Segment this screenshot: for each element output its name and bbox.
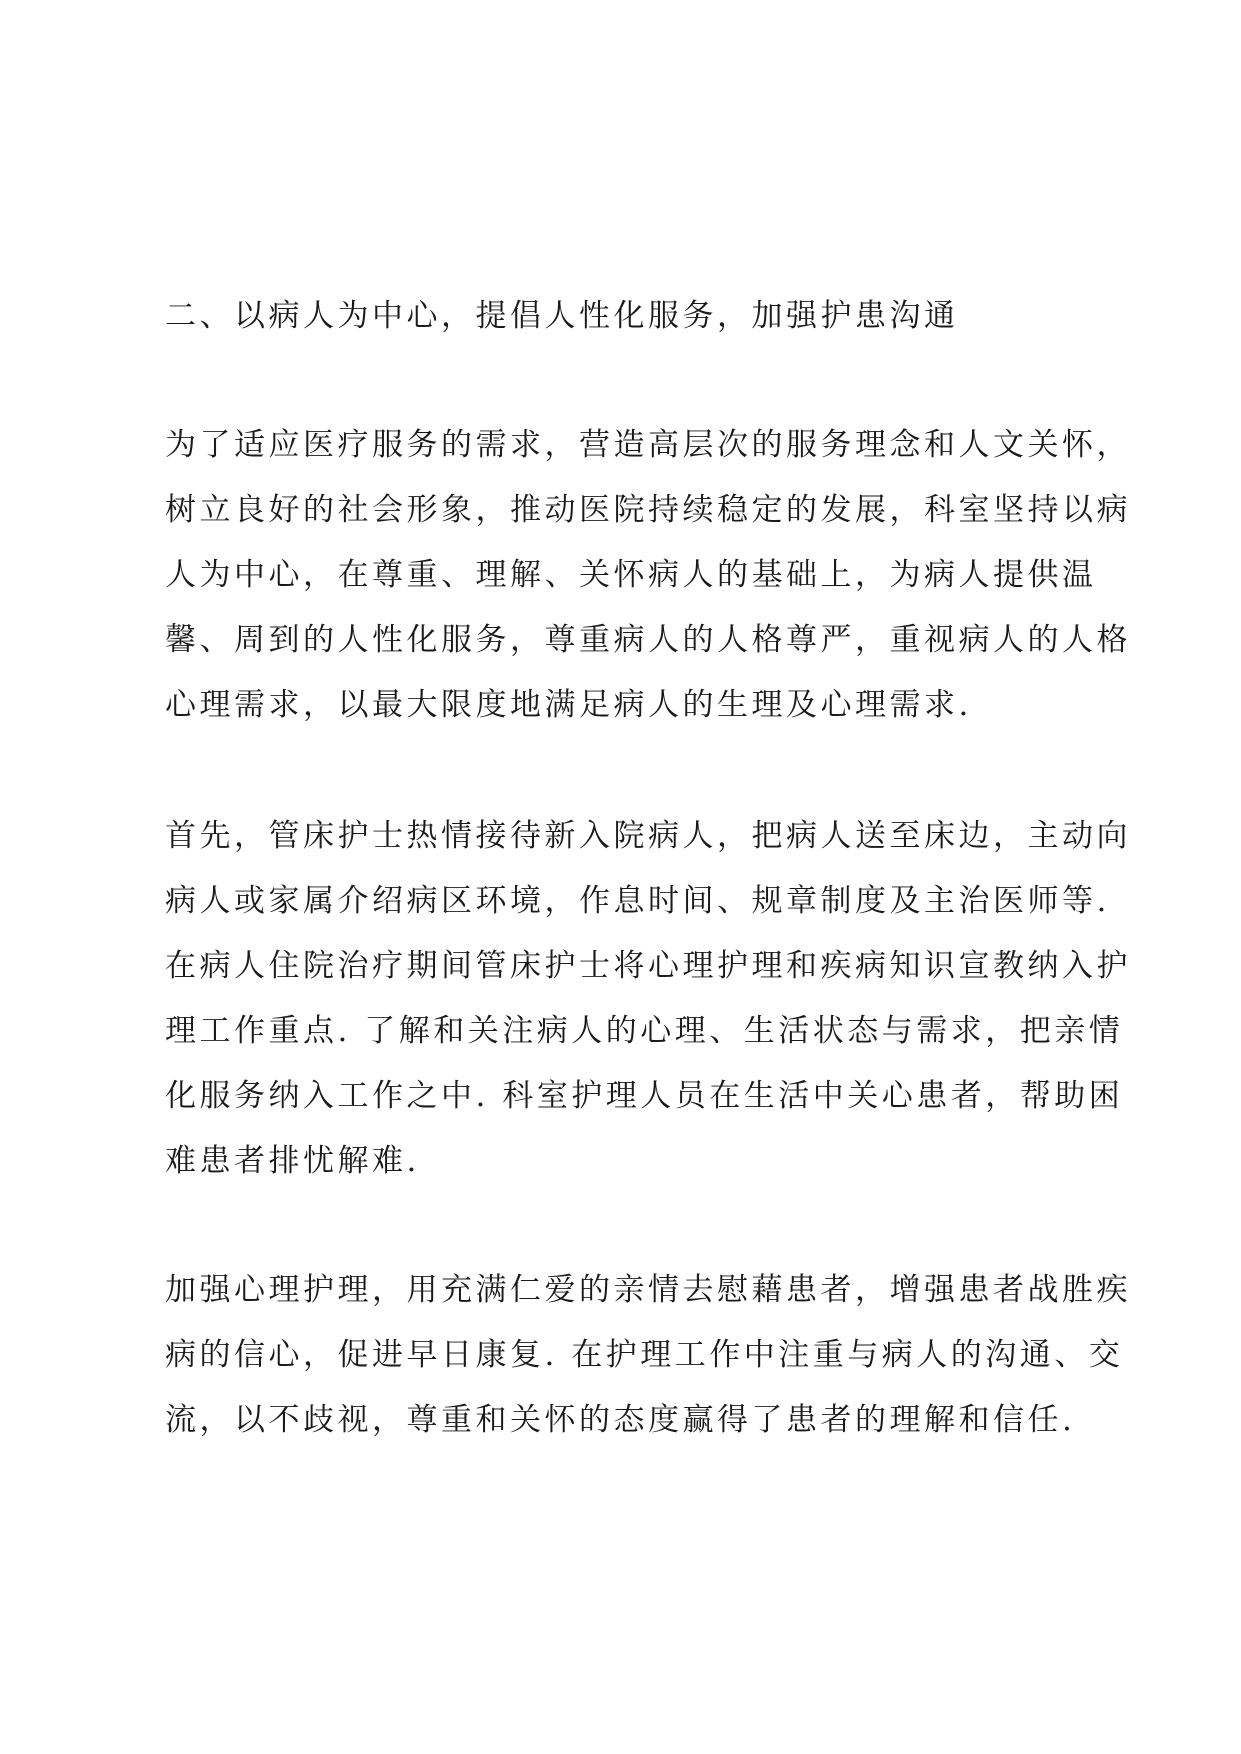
paragraph-line: 馨、周到的人性化服务，尊重病人的人格尊严，重视病人的人格 bbox=[165, 622, 1131, 658]
paragraph-line: 流，以不歧视，尊重和关怀的态度赢得了患者的理解和信任. bbox=[165, 1402, 1076, 1438]
paragraph-line: 人为中心，在尊重、理解、关怀病人的基础上，为病人提供温 bbox=[165, 557, 1097, 593]
paragraph-line: 化服务纳入工作之中. 科室护理人员在生活中关心患者，帮助困 bbox=[165, 1078, 1124, 1114]
paragraph-3 bbox=[165, 1258, 1131, 1453]
paragraph-line: 在病人住院治疗期间管床护士将心理护理和疾病知识宣教纳入护 bbox=[165, 948, 1131, 984]
paragraph-2 bbox=[165, 804, 1131, 1194]
paragraph-line: 树立良好的社会形象，推动医院持续稳定的发展，科室坚持以病 bbox=[165, 492, 1131, 528]
paragraph-1 bbox=[165, 413, 1131, 738]
paragraph-line: 加强心理护理，用充满仁爱的亲情去慰藉患者，增强患者战胜疾 bbox=[165, 1272, 1131, 1308]
paragraph-line: 病的信心，促进早日康复. 在护理工作中注重与病人的沟通、交 bbox=[165, 1337, 1124, 1373]
paragraph-line: 难患者排忧解难. bbox=[165, 1143, 420, 1179]
paragraph-line: 首先，管床护士热情接待新入院病人，把病人送至床边，主动向 bbox=[165, 818, 1131, 854]
paragraph-line: 为了适应医疗服务的需求，营造高层次的服务理念和人文关怀， bbox=[165, 427, 1131, 463]
document-body bbox=[165, 284, 1131, 1453]
paragraph-line: 理工作重点. 了解和关注病人的心理、生活状态与需求，把亲情 bbox=[165, 1013, 1124, 1049]
paragraph-line: 心理需求，以最大限度地满足病人的生理及心理需求. bbox=[165, 687, 972, 723]
paragraph-line: 病人或家属介绍病区环境，作息时间、规章制度及主治医师等. bbox=[165, 883, 1110, 919]
section-heading: 二、以病人为中心，提倡人性化服务，加强护患沟通 bbox=[165, 298, 959, 334]
